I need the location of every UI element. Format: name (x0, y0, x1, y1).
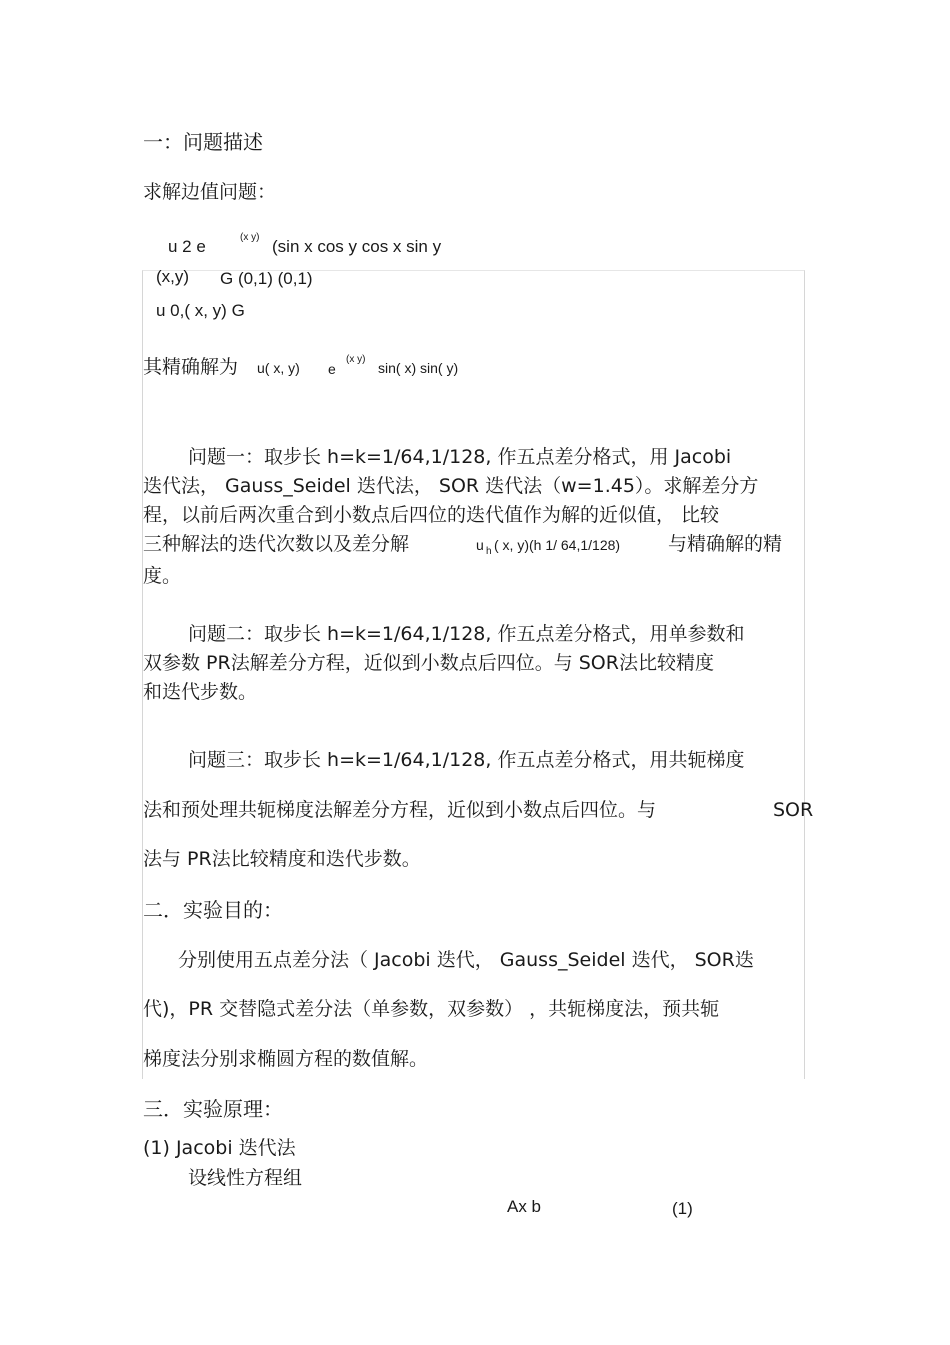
exact-solution-e: e (328, 361, 336, 377)
problem2-line1: 问题二：取步长 h=k=1/64,1/128, 作五点差分格式，用单参数和 (188, 623, 745, 645)
linear-system-equation: Ax b (507, 1197, 542, 1216)
exact-solution-rest: sin( x) sin( y) (378, 360, 459, 376)
problem3-line2-sor: SOR (773, 799, 814, 821)
purpose-line1: 分别使用五点差分法（ Jacobi 迭代， Gauss_Seidel 迭代， SOR迭 (178, 949, 754, 971)
section-heading-problem: 一：问题描述 (143, 130, 263, 154)
equation-number: (1) (672, 1199, 693, 1218)
exact-solution-label: 其精确解为 (143, 356, 239, 378)
problem1-uh-sub: h (486, 546, 492, 557)
problem1-uh: u (476, 537, 484, 553)
problem3-line2: 法和预处理共轭梯度法解差分方程，近似到小数点后四位。与 (143, 799, 657, 821)
pde-exponent: (x y) (240, 232, 260, 243)
domain-set: G (0,1) (0,1) (220, 269, 313, 288)
pde-left: u 2 e (168, 237, 206, 256)
section-heading-principle: 三．实验原理： (143, 1097, 283, 1121)
principle-item1: (1) Jacobi 迭代法 (143, 1137, 296, 1159)
problem1-line3: 程，以前后两次重合到小数点后四位的迭代值作为解的近似值， 比较 (143, 504, 720, 526)
problem3-line3: 法与 PR法比较精度和迭代步数。 (143, 848, 421, 870)
exact-solution-u: u( x, y) (257, 360, 300, 376)
problem1-line4: 三种解法的迭代次数以及差分解 (143, 533, 410, 555)
pde-right: (sin x cos y cos x sin y (272, 237, 442, 256)
problem2-line3: 和迭代步数。 (143, 681, 258, 703)
section-heading-purpose: 二．实验目的： (143, 898, 283, 922)
problem1-line5: 度。 (143, 565, 182, 587)
problem2-line2: 双参数 PR法解差分方程，近似到小数点后四位。与 SOR法比较精度 (143, 652, 714, 674)
subheading-bvp: 求解边值问题： (143, 181, 277, 203)
purpose-line2: 代)，PR 交替隐式差分法（单参数，双参数） ，共轭梯度法，预共轭 (143, 998, 720, 1020)
principle-item1-sub: 设线性方程组 (188, 1167, 303, 1189)
boundary-condition: u 0,( x, y) G (156, 301, 245, 320)
exact-solution-exponent: (x y) (346, 354, 366, 365)
problem1-line2: 迭代法， Gauss_Seidel 迭代法， SOR 迭代法（w=1.45）。求解差分方 (143, 475, 759, 497)
problem1-uh-args: ( x, y)(h 1/ 64,1/128) (494, 537, 621, 553)
problem3-line1: 问题三：取步长 h=k=1/64,1/128, 作五点差分格式，用共轭梯度 (188, 749, 745, 771)
problem1-line4-end: 与精确解的精 (668, 533, 783, 555)
purpose-line3: 梯度法分别求椭圆方程的数值解。 (143, 1048, 429, 1070)
domain-point: (x,y) (156, 267, 190, 286)
problem1-line1: 问题一：取步长 h=k=1/64,1/128, 作五点差分格式，用 Jacobi (188, 446, 732, 468)
